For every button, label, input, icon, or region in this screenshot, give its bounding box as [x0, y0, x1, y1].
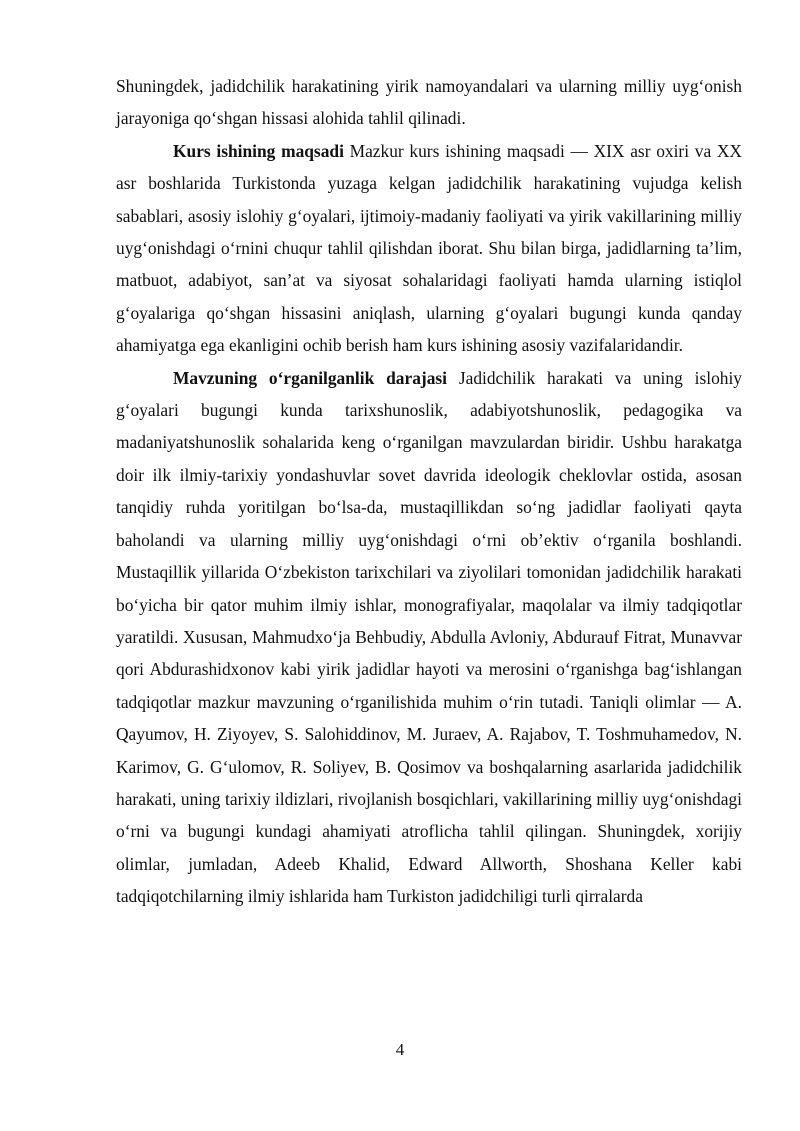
paragraph-course-goal — [116, 135, 742, 362]
paragraph-text: Jadidchilik harakati va uning islohiy g‘oyalari bugungi kunda tarixshunoslik, adabiyotshunoslik, pedagogika va madaniyatshunoslik sohalarida keng o‘rganilgan mavzulardan biridir. Ushbu harakatga doir ilk ilmiy-tarixiy yondashuvlar sovet davrida ideologik cheklovlar ostida, asosan tanqidiy ruhda yoritilgan bo‘lsa-da, mustaqillikdan so‘ng jadidlar faoliyati qayta baholandi va ularning milliy uyg‘onishdagi o‘rni ob’ektiv o‘rganila boshlandi. Mustaqillik yillarida O‘zbekiston tarixchilari va ziyolilari tomonidan jadidchilik harakati bo‘yicha bir qator muhim ilmiy ishlar, monografiyalar, maqolalar va ilmiy tadqiqotlar yaratildi. Xususan, Mahmudxo‘ja Behbudiy, Abdulla Avloniy, Abdurauf Fitrat, Munavvar qori Abdurashidxonov kabi yirik jadidlar hayoti va merosini o‘rganishga bag‘ishlangan tadqiqotlar mazkur mavzuning o‘rganilishida muhim o‘rin tutadi. Taniqli olimlar — A. Qayumov, H. Ziyoyev, S. Salohiddinov, M. Juraev, A. Rajabov, T. Toshmuhamedov, N. Karimov, G. G‘ulomov, R. Soliyev, B. Qosimov va boshqalarning asarlarida jadidchilik harakati, uning tarixiy ildizlari, rivojlanish bosqichlari, vakillarining milliy uyg‘onishdagi o‘rni va bugungi kundagi ahamiyati atroflicha tahlil qilingan. Shuningdek, xorijiy olimlar, jumladan, Adeeb Khalid, Edward Allworth, Shoshana Keller kabi tadqiqotchilarning ilmiy ishlarida ham Turkiston jadidchiligi turli qirralarda — [116, 367, 742, 907]
body-text — [116, 70, 742, 913]
paragraph-study-level — [116, 362, 742, 913]
section-heading-study-level: Mavzuning o‘rganilganlik darajasi — [173, 367, 447, 388]
section-heading-course-goal: Kurs ishining maqsadi — [173, 140, 344, 161]
paragraph-continuation — [116, 70, 742, 135]
paragraph-text: Mazkur kurs ishining maqsadi — XIX asr oxiri va XX asr boshlarida Turkistonda yuzaga kelgan jadidchilik harakatining vujudga kelish sabablari, asosiy islohiy g‘oyalari, ijtimoiy-madaniy faoliyati va yirik vakillarining milliy uyg‘onishdagi o‘rnini chuqur tahlil qilishdan iborat. Shu bilan birga, jadidlarning ta’lim, matbuot, adabiyot, san’at va siyosat sohalaridagi faoliyati hamda ularning istiqlol g‘oyalariga qo‘shgan hissasini aniqlash, ularning g‘oyalari bugungi kunda qanday ahamiyatga ega ekanligini ochib berish ham kurs ishining asosiy vazifalaridandir. — [116, 140, 742, 356]
page-number: 4 — [395, 1040, 405, 1059]
paragraph-text: Shuningdek, jadidchilik harakatining yirik namoyandalari va ularning milliy uyg‘onish jarayoniga qo‘shgan hissasi alohida tahlil qilinadi. — [116, 76, 742, 129]
